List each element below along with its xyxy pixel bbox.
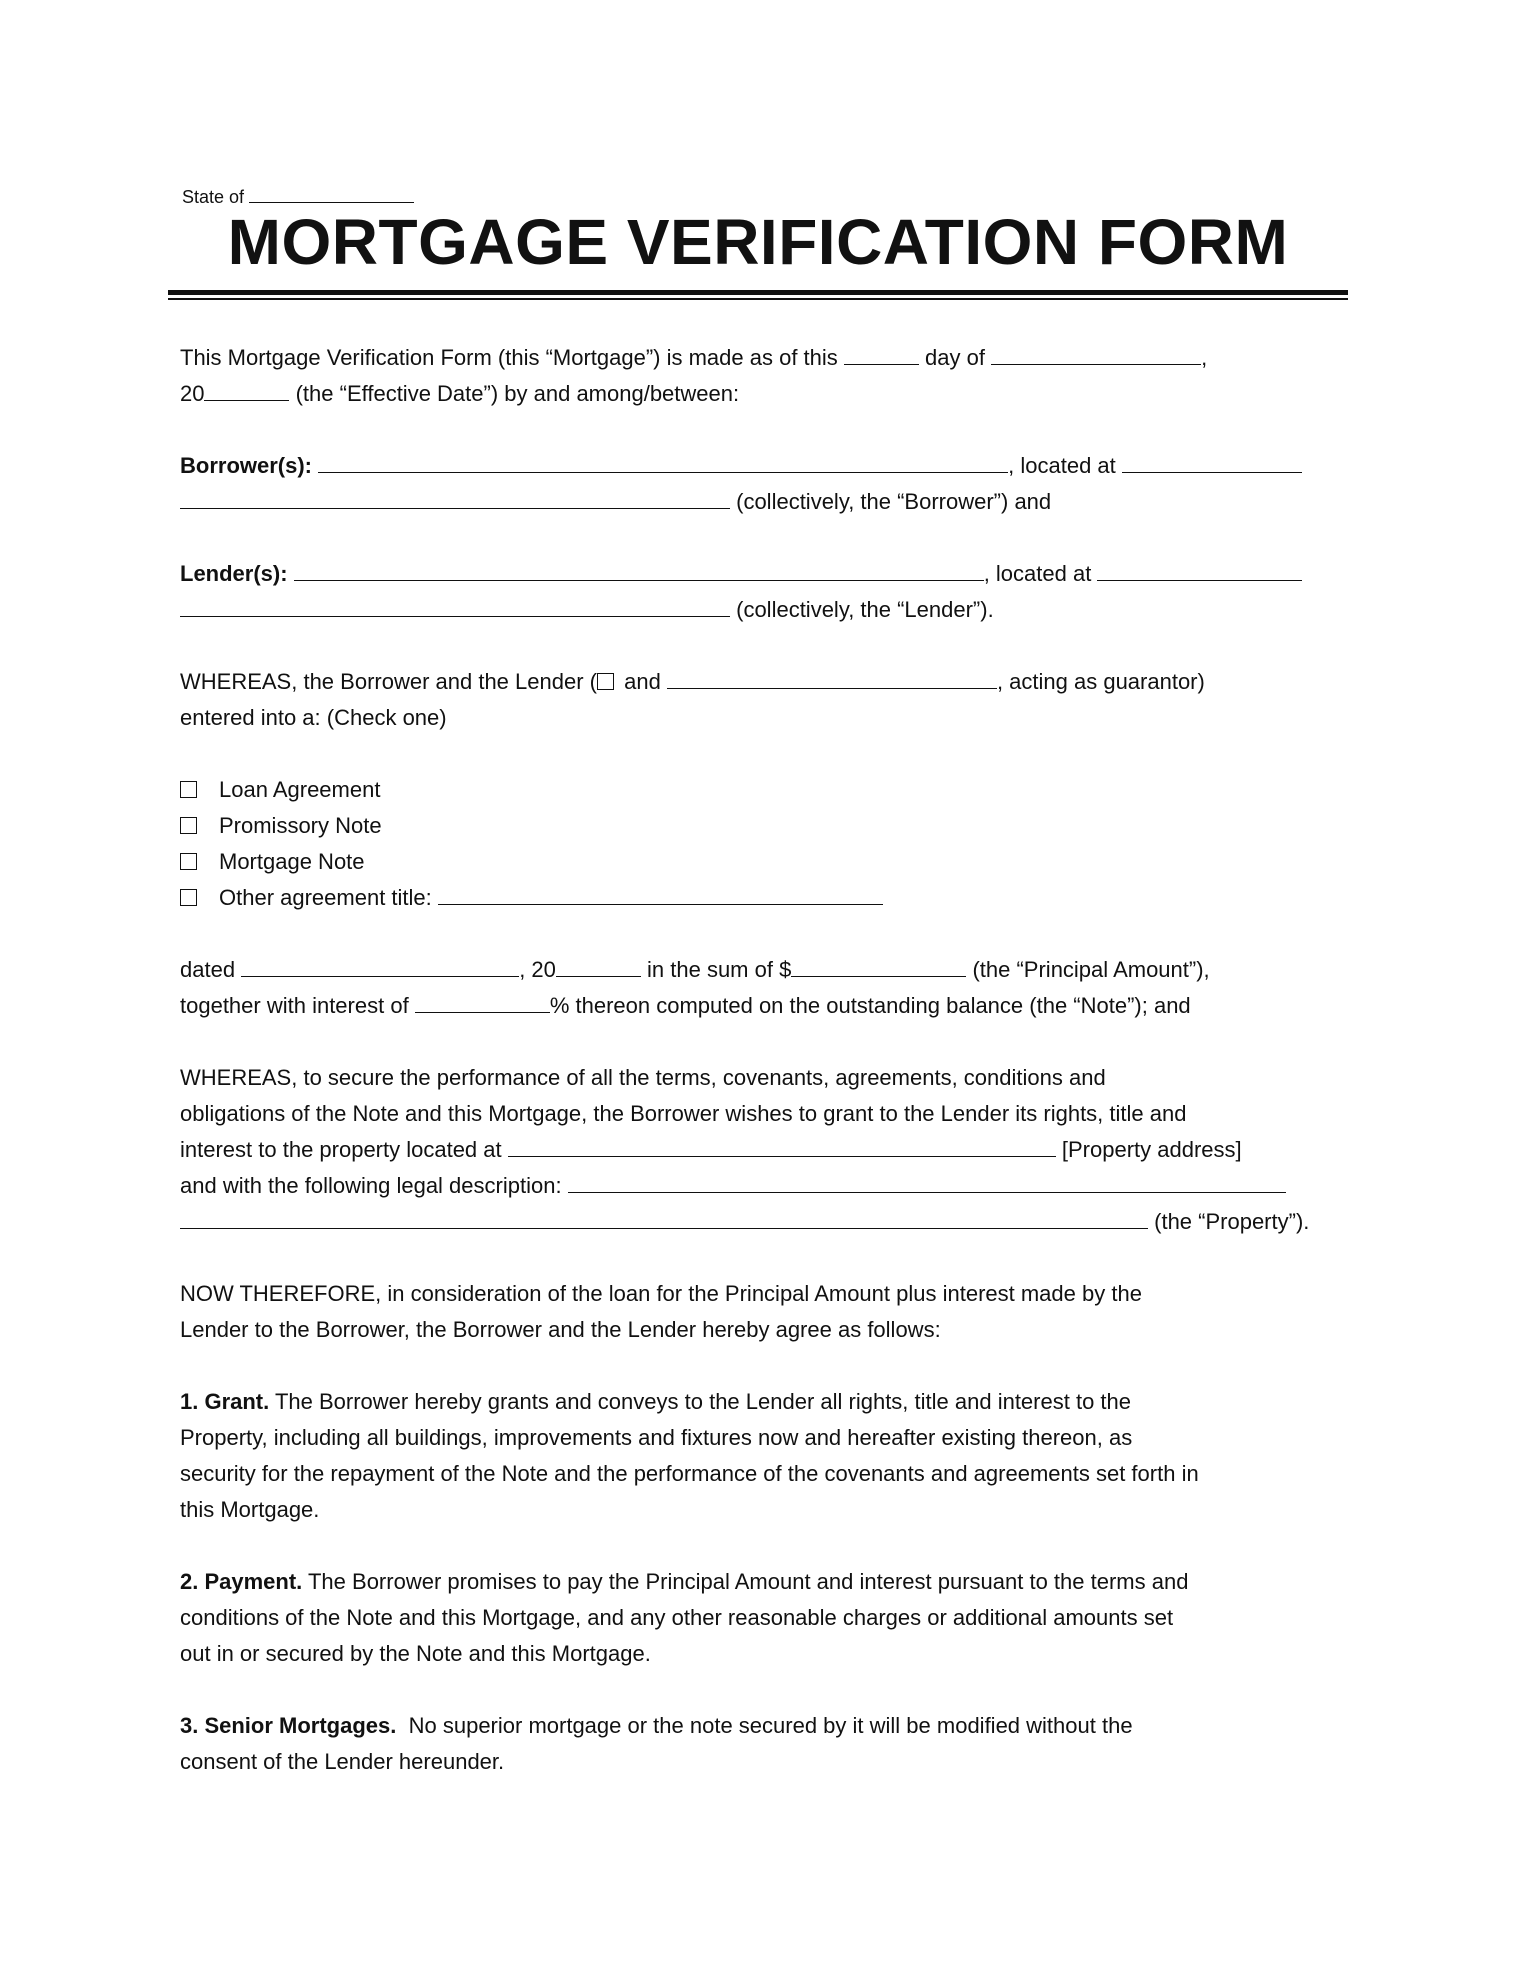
borrower-paragraph: [180, 448, 1340, 520]
dated-year-prefix: , 20: [519, 957, 556, 982]
legal-description-label: and with the following legal description:: [180, 1173, 562, 1198]
lender-name-blank[interactable]: [294, 558, 984, 581]
title-rule-thin: [168, 298, 1348, 300]
lender-address-blank-2[interactable]: [180, 594, 730, 617]
section-senior-mortgages: [180, 1708, 1340, 1780]
effective-date-text: (the “Effective Date”) by and among/between:: [295, 381, 740, 406]
section-text: consent of the Lender hereunder.: [180, 1749, 505, 1774]
section-text: No superior mortgage or the note secured by it will be modified without the: [396, 1713, 1133, 1738]
property-address-blank[interactable]: [508, 1134, 1056, 1157]
sum-label: in the sum of $: [647, 957, 792, 982]
section-text: this Mortgage.: [180, 1497, 320, 1522]
section-text: security for the repayment of the Note and the performance of the covenants and agreements set forth in: [180, 1461, 1199, 1486]
borrower-address-blank-2[interactable]: [180, 486, 730, 509]
section-grant: [180, 1384, 1340, 1528]
year-blank[interactable]: [204, 378, 289, 401]
whereas-property-paragraph: [180, 1060, 1340, 1240]
borrower-name-blank[interactable]: [318, 450, 1008, 473]
month-blank[interactable]: [991, 342, 1201, 365]
property-address-note: [Property address]: [1061, 1137, 1242, 1162]
whereas-guarantor-text: , acting as guarantor): [996, 669, 1205, 694]
legal-description-blank-1[interactable]: [568, 1170, 1286, 1193]
document-body: [180, 340, 1340, 1816]
borrower-label: Borrower(s):: [180, 453, 313, 478]
agreement-options: [180, 772, 1340, 916]
lender-collectively: (collectively, the “Lender”).: [736, 597, 994, 622]
principal-amount-text: (the “Principal Amount”),: [972, 957, 1210, 982]
legal-description-blank-2[interactable]: [180, 1206, 1148, 1229]
now-therefore-line2: Lender to the Borrower, the Borrower and the Lender hereby agree as follows:: [180, 1317, 941, 1342]
property-located-text: interest to the property located at: [180, 1137, 502, 1162]
now-therefore-paragraph: [180, 1276, 1340, 1348]
whereas-check-one: entered into a: (Check one): [180, 705, 447, 730]
checkbox[interactable]: [180, 853, 197, 870]
section-text: The Borrower hereby grants and conveys to the Lender all rights, title and interest to the: [269, 1389, 1131, 1414]
option-label: Loan Agreement: [219, 777, 381, 802]
intro-text-1: This Mortgage Verification Form (this “Mortgage”) is made as of this: [180, 345, 838, 370]
title-rule-thick: [168, 290, 1348, 295]
whereas2-line2: obligations of the Note and this Mortgage, the Borrower wishes to grant to the Lender its rights, title and: [180, 1101, 1187, 1126]
day-blank[interactable]: [844, 342, 919, 365]
principal-amount-blank[interactable]: [791, 954, 966, 977]
other-agreement-title-blank[interactable]: [438, 882, 883, 905]
lender-label: Lender(s):: [180, 561, 288, 586]
guarantor-checkbox[interactable]: [597, 673, 614, 690]
the-property-text: (the “Property”).: [1154, 1209, 1310, 1234]
borrower-collectively: (collectively, the “Borrower”) and: [736, 489, 1052, 514]
section-heading: 3. Senior Mortgages.: [180, 1713, 397, 1738]
state-blank[interactable]: [249, 180, 414, 203]
state-of-label: State of: [182, 187, 245, 207]
intro-comma: ,: [1201, 345, 1208, 370]
whereas-guarantor-paragraph: [180, 664, 1340, 736]
interest-label: together with interest of: [180, 993, 409, 1018]
section-payment: [180, 1564, 1340, 1672]
year-prefix: 20: [180, 381, 205, 406]
section-text: out in or secured by the Note and this Mortgage.: [180, 1641, 651, 1666]
whereas-text-1: WHEREAS, the Borrower and the Lender (: [180, 669, 597, 694]
dated-paragraph: [180, 952, 1340, 1024]
borrower-address-blank-1[interactable]: [1122, 450, 1302, 473]
section-text: The Borrower promises to pay the Principal Amount and interest pursuant to the terms and: [302, 1569, 1189, 1594]
section-heading: 2. Payment.: [180, 1569, 303, 1594]
checkbox[interactable]: [180, 889, 197, 906]
checkbox[interactable]: [180, 817, 197, 834]
section-heading: 1. Grant.: [180, 1389, 270, 1414]
option-other-agreement[interactable]: [180, 880, 1340, 916]
guarantor-name-blank[interactable]: [667, 666, 997, 689]
dated-year-blank[interactable]: [556, 954, 641, 977]
lender-address-blank-1[interactable]: [1097, 558, 1302, 581]
now-therefore-line1: NOW THEREFORE, in consideration of the loan for the Principal Amount plus interest made by the: [180, 1281, 1142, 1306]
interest-text: % thereon computed on the outstanding balance (the “Note”); and: [549, 993, 1191, 1018]
lender-located-at: , located at: [983, 561, 1092, 586]
option-loan-agreement[interactable]: [180, 772, 1340, 808]
dated-label: dated: [180, 957, 236, 982]
intro-paragraph: [180, 340, 1340, 412]
state-of-line: [182, 180, 414, 208]
option-mortgage-note[interactable]: [180, 844, 1340, 880]
lender-paragraph: [180, 556, 1340, 628]
option-promissory-note[interactable]: [180, 808, 1340, 844]
option-label: Other agreement title:: [219, 885, 432, 910]
interest-rate-blank[interactable]: [415, 990, 550, 1013]
option-label: Promissory Note: [219, 813, 382, 838]
option-label: Mortgage Note: [219, 849, 365, 874]
borrower-located-at: , located at: [1008, 453, 1116, 478]
section-text: Property, including all buildings, improvements and fixtures now and hereafter existing thereon, as: [180, 1425, 1133, 1450]
document-title: MORTGAGE VERIFICATION FORM: [227, 206, 1289, 278]
section-text: conditions of the Note and this Mortgage, and any other reasonable charges or additional amounts set: [180, 1605, 1174, 1630]
checkbox[interactable]: [180, 781, 197, 798]
intro-text-2: day of: [925, 345, 985, 370]
whereas-and: and: [624, 669, 661, 694]
dated-blank[interactable]: [241, 954, 519, 977]
whereas2-line1: WHEREAS, to secure the performance of all the terms, covenants, agreements, conditions and: [180, 1065, 1106, 1090]
